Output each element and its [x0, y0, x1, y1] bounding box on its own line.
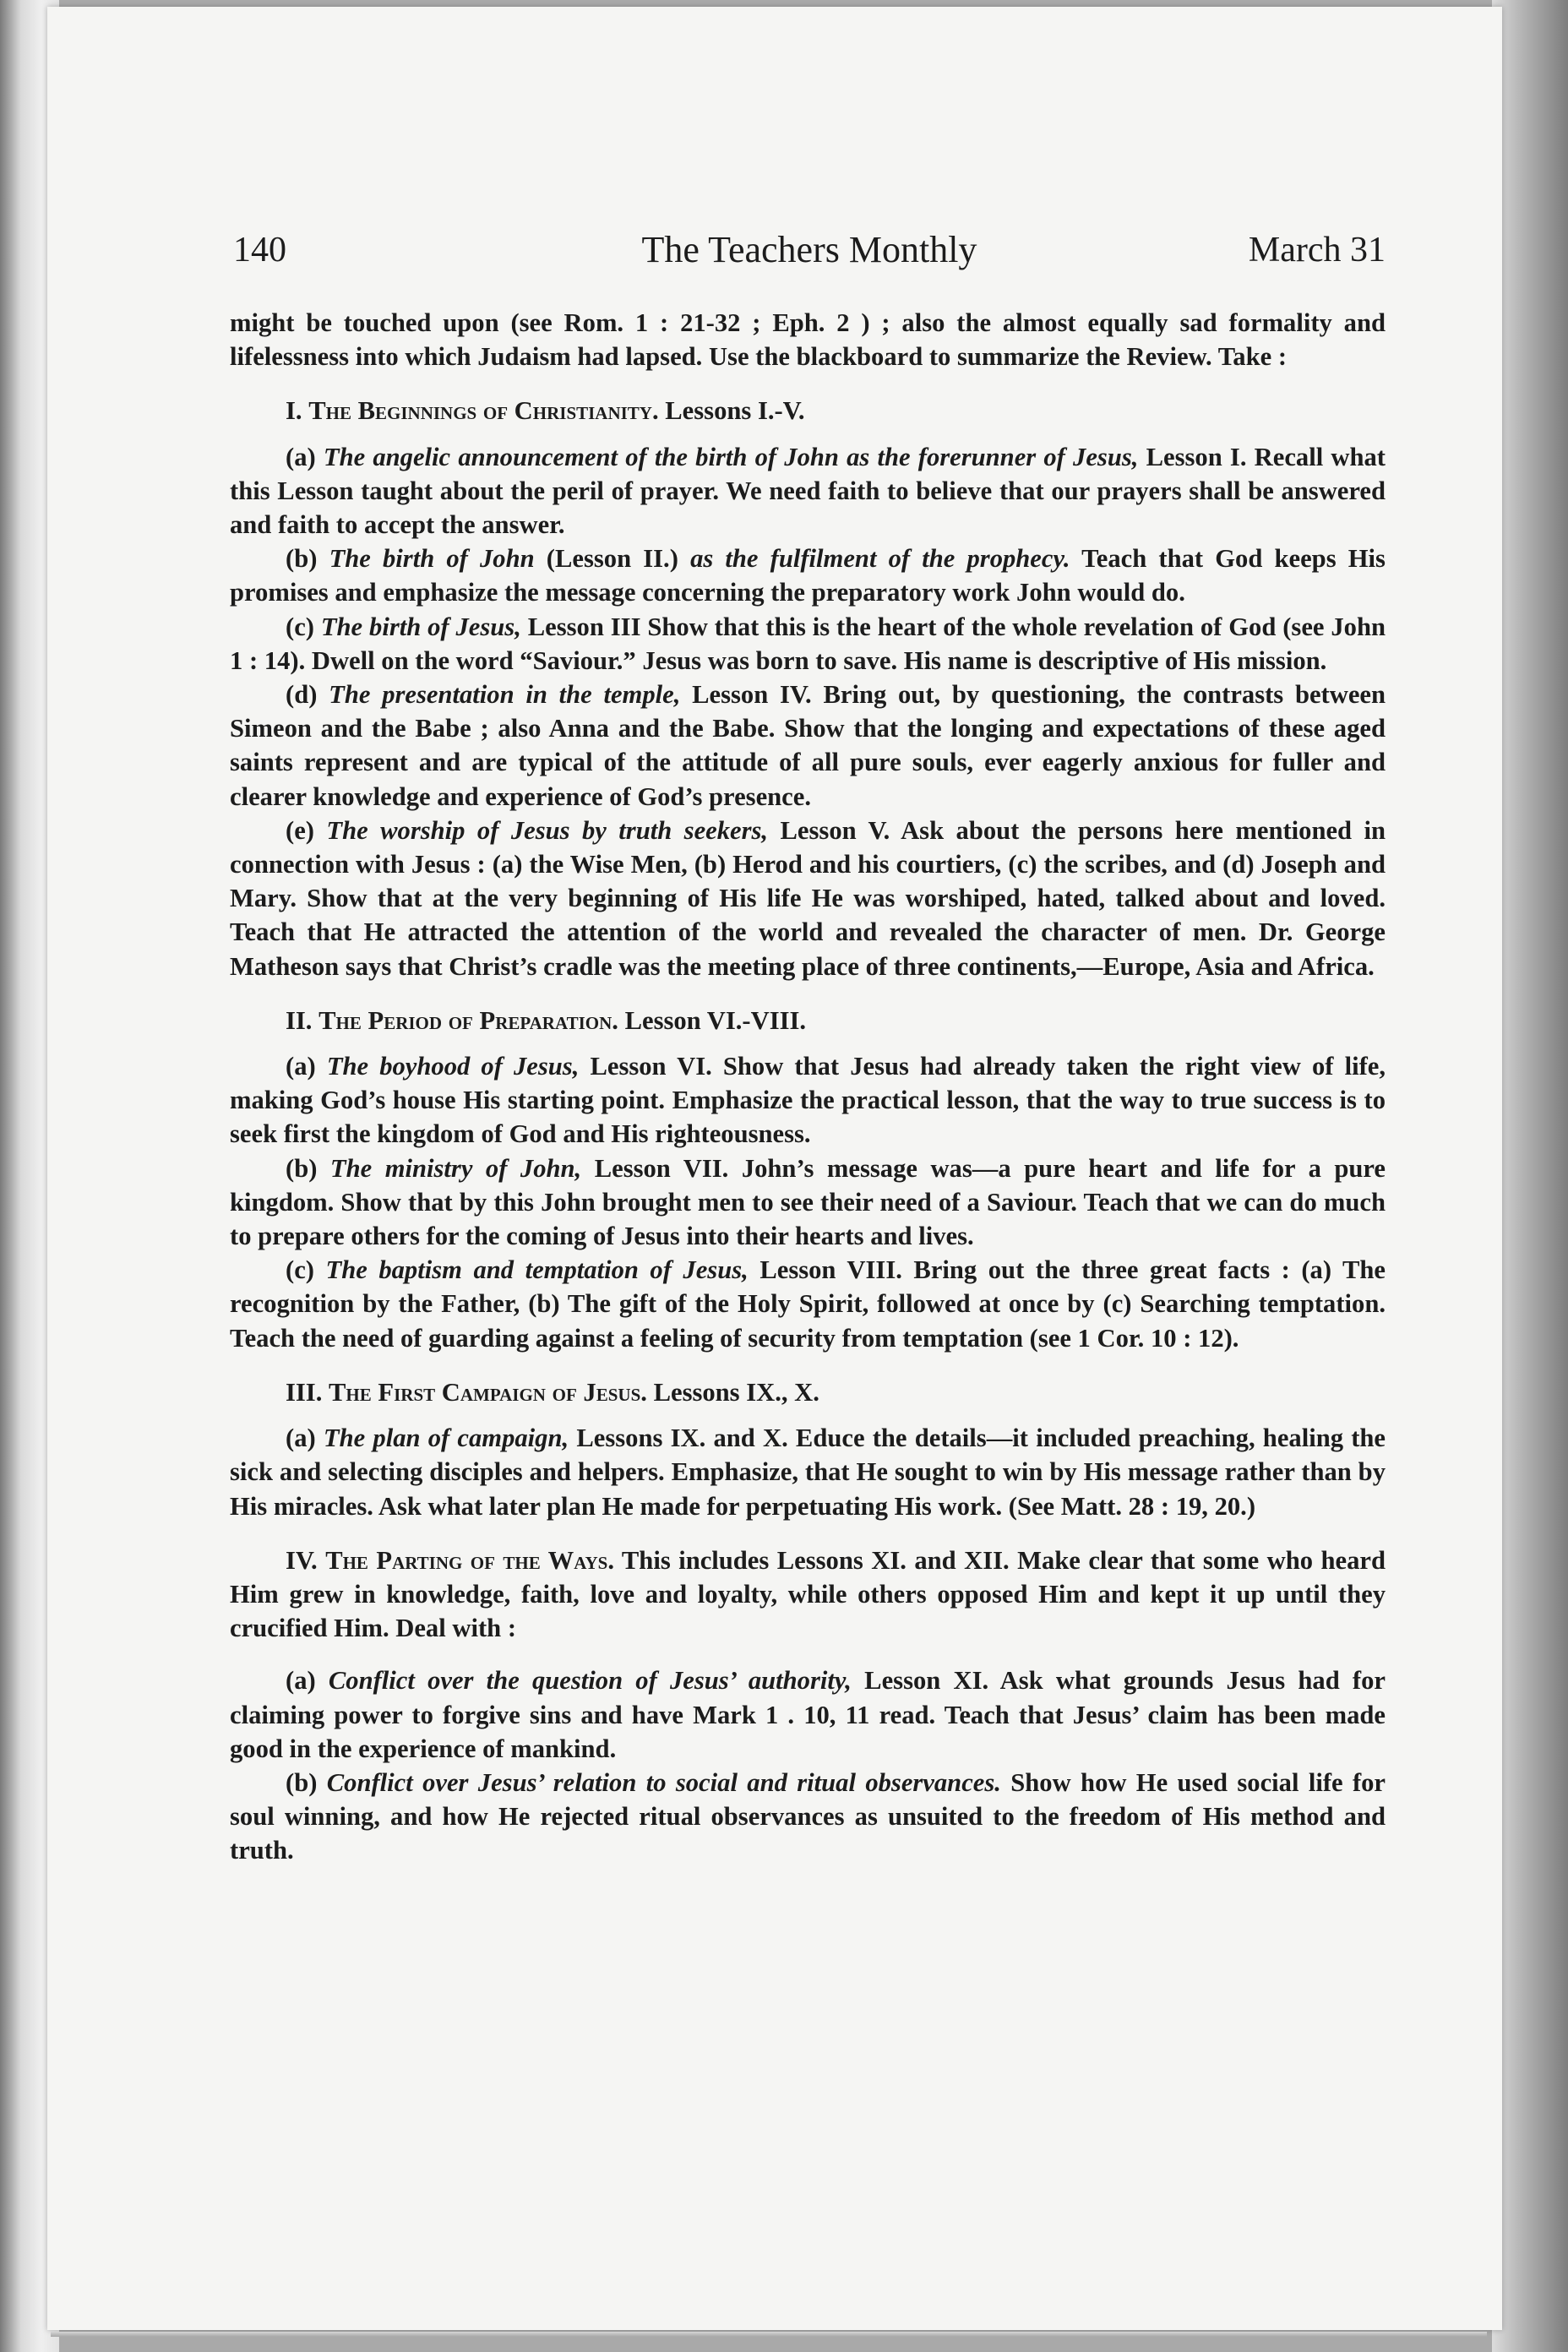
scan-right-edge — [1492, 0, 1568, 2352]
item-text: Lesson III Show that this is the heart of the whole revelation of God (see John 1 : 14). Dwell on the word “Saviour.” Jesus was born to save. His name is descriptive of His mission. — [230, 612, 1386, 675]
section-title: The Period of Preparation. — [318, 1005, 618, 1035]
section-numeral: III. — [286, 1377, 323, 1407]
item-label: (b) — [286, 1153, 318, 1183]
item-text: Lesson IV. Bring out, by questioning, the contrasts between Simeon and the Babe ; also Anna and the Babe. Show that the longing and expectations of these aged saints represent and are typical of the attitude of all pure souls, ever eagerly anxious for fuller and clearer knowledge and experience of God’s presence. — [230, 680, 1386, 811]
item-topic: The birth of Jesus, — [320, 612, 521, 641]
article-body — [230, 306, 1386, 1868]
item-text: Lesson I. Recall what this Lesson taught about the peril of prayer. We need faith to believe that our prayers shall be answered and faith to accept the answer. — [230, 442, 1386, 540]
item-text: Lesson VI. Show that Jesus had already taken the right view of life, making God’s house His starting point. Emphasize the practical lesson, that the way to true success is to seek first the kingdom of God and His righteousness. — [230, 1052, 1386, 1149]
section-note: This includes Lessons XI. and XII. Make clear that some who heard Him grew in knowledge, faith, love and loyalty, while others opposed Him and kept it up until they crucified Him. Deal with : — [230, 1545, 1386, 1643]
item-topic: Conflict over the question of Jesus’ authority, — [328, 1666, 852, 1696]
section-heading — [230, 1004, 1386, 1037]
item-topic: The baptism and temptation of Jesus, — [325, 1255, 749, 1285]
review-item — [230, 1152, 1386, 1254]
section-heading — [230, 1544, 1386, 1646]
item-topic: The birth of John — [329, 544, 535, 574]
item-label: (b) — [286, 544, 318, 574]
item-topic: The worship of Jesus by truth seekers, — [326, 815, 769, 845]
item-label: (b) — [286, 1767, 318, 1797]
review-item — [230, 1049, 1386, 1152]
item-text: Lesson V. Ask about the persons here mentioned in connection with Jesus : (a) the Wise Men, (b) Herod and his courtiers, (c) the scribes, and (d) Joseph and Mary. Show that at the very beginning of His life He was worshiped, hated, talked about and loved. Teach that He attracted the attention of the world and revealed the character of men. Dr. George Matheson says that Christ’s cradle was the meeting place of three continents,—Europe, Asia and Africa. — [230, 815, 1386, 981]
item-label: (c) — [286, 1255, 314, 1285]
section-numeral: I. — [286, 396, 302, 426]
page-bottom-edge — [51, 2332, 1487, 2337]
review-item — [230, 678, 1386, 814]
review-item — [230, 1766, 1386, 1868]
section-note: Lessons IX., X. — [653, 1377, 819, 1407]
item-label: (a) — [286, 1666, 316, 1696]
section-note: Lessons I.-V. — [665, 396, 805, 426]
section-heading — [230, 1375, 1386, 1409]
review-item — [230, 542, 1386, 609]
item-text: Lesson VII. John’s message was—a pure heart and life for a pure kingdom. Show that by this John brought men to see their need of a Saviour. Teach that we can do much to prepare others for the coming of Jesus into their hearts and lives. — [230, 1153, 1386, 1251]
review-item — [230, 610, 1386, 678]
review-item — [230, 440, 1386, 542]
item-text: Lesson XI. Ask what grounds Jesus had for claiming power to forgive sins and have Mark 1 . 10, 11 read. Teach that Jesus’ claim has been made good in the experience of mankind. — [230, 1666, 1386, 1763]
issue-date: March 31 — [1248, 231, 1386, 270]
item-text: Teach that God keeps His promises and emphasize the message concerning the preparatory work John would do. — [230, 544, 1386, 607]
item-label: (c) — [286, 612, 314, 641]
item-topic: The presentation in the temple, — [329, 680, 681, 710]
item-label: (d) — [286, 680, 318, 710]
section-note: Lesson VI.-VIII. — [624, 1005, 807, 1035]
item-topic: Conflict over Jesus’ relation to social and ritual observances. — [326, 1767, 1001, 1797]
review-item — [230, 814, 1386, 983]
running-head — [233, 230, 1386, 280]
section-title: The Beginnings of Christianity. — [308, 396, 659, 426]
item-topic: The angelic announcement of the birth of John as the forerunner of Jesus, — [323, 442, 1139, 471]
item-topic: as the fulfilment of the prophecy. — [690, 544, 1070, 574]
review-item — [230, 1663, 1386, 1766]
item-topic: The ministry of John, — [329, 1153, 582, 1183]
item-label: (a) — [286, 1052, 316, 1081]
intro-paragraph: might be touched upon (see Rom. 1 : 21-32 ; Eph. 2 ) ; also the almost equally sad formality and lifelessness into which Judaism had lapsed. Use the blackboard to summarize the Review. Take : — [230, 308, 1386, 372]
review-item — [230, 1421, 1386, 1523]
section-numeral: II. — [286, 1005, 313, 1035]
item-label: (a) — [286, 442, 316, 471]
review-item — [230, 1253, 1386, 1355]
item-topic: The plan of campaign, — [323, 1424, 569, 1453]
section-numeral: IV. — [286, 1545, 318, 1575]
item-label: (e) — [286, 815, 314, 845]
section-title: The Parting of the Ways. — [325, 1545, 614, 1575]
page-number: 140 — [233, 231, 286, 270]
section-title: The First Campaign of Jesus. — [329, 1377, 647, 1407]
section-heading — [230, 394, 1386, 427]
item-topic: The boyhood of Jesus, — [326, 1052, 580, 1081]
item-text: Show how He used social life for soul winning, and how He rejected ritual observances as unsuited to the freedom of His method and truth. — [230, 1767, 1386, 1865]
item-text: Lessons IX. and X. Educe the details—it included preaching, healing the sick and selecting disciples and helpers. Emphasize, that He sought to win by His message rather than by His miracles. Ask what later plan He made for perpetuating His work. (See Matt. 28 : 19, 20.) — [230, 1424, 1386, 1521]
item-reference: (Lesson II.) — [546, 544, 678, 574]
item-text: Lesson VIII. Bring out the three great facts : (a) The recognition by the Father, (b) The gift of the Holy Spirit, followed at once by (c) Searching temptation. Teach the need of guarding against a feeling of security from temptation (see 1 Cor. 10 : 12). — [230, 1255, 1386, 1353]
publication-title: The Teachers Monthly — [641, 229, 977, 270]
item-label: (a) — [286, 1424, 316, 1453]
